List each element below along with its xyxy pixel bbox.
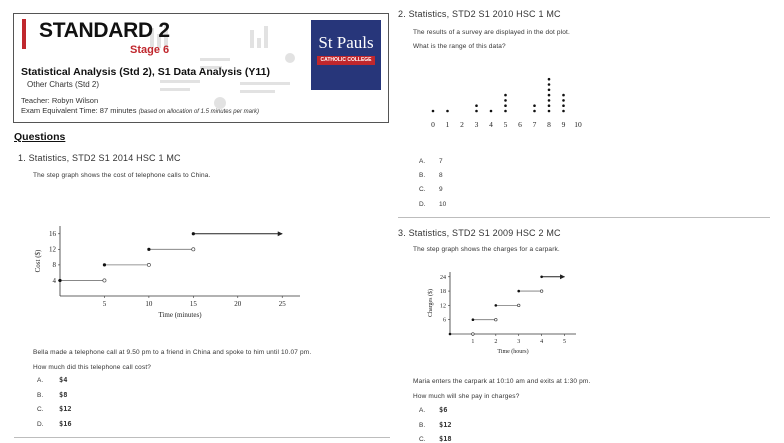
q3-option-a-value[interactable]: $6 [439,406,448,414]
dot [504,110,507,113]
x-tick-label: 2 [494,339,498,345]
dot-axis-label: 2 [460,120,464,129]
question-2-text: The results of a survey are displayed in the dot plot. [413,29,570,36]
q3-option-b-letter[interactable]: B. [419,422,426,429]
q3-option-c-value[interactable]: $18 [439,435,452,443]
page-title: STANDARD 2 [39,19,170,42]
q2-option-b-letter[interactable]: B. [419,172,426,179]
dot [504,104,507,107]
closed-point [472,318,475,321]
y-tick-label: 12 [49,245,56,254]
question-1-text-3: How much did this telephone call cost? [33,364,152,371]
y-tick-label: 16 [49,230,56,239]
x-tick-label: 1 [471,339,475,345]
closed-point [495,304,498,307]
dot [548,89,551,92]
closed-point [517,290,520,293]
question-3-title: 3. Statistics, STD2 S1 2009 HSC 2 MC [398,228,561,238]
q1-option-b-value[interactable]: $8 [59,391,68,399]
topic-label: Other Charts (Std 2) [27,80,100,89]
y-tick-label: 6 [443,317,446,324]
dot [562,94,565,97]
closed-point [103,263,106,266]
q1-option-a-value[interactable]: $4 [59,376,68,384]
title-accent-bar [22,19,26,49]
dot-axis-label: 3 [474,120,479,129]
closed-point [58,279,61,282]
x-tick-label: 10 [145,300,153,308]
dot [548,99,551,102]
chart-carpark-charges [420,266,580,362]
subject-title: Statistical Analysis (Std 2), S1 Data Analysis (Y11) [21,66,270,78]
divider-q2 [398,217,770,218]
dot [475,110,478,113]
dot-axis-label: 8 [547,120,551,129]
dot-axis-label: 4 [489,120,493,129]
y-tick-label: 18 [440,289,446,296]
dot [548,104,551,107]
y-tick-label: 12 [440,303,446,310]
q2-option-d-letter[interactable]: D. [419,201,426,208]
closed-point [449,333,452,336]
x-axis-label: Time (minutes) [158,311,202,319]
y-axis-label: Cost ($) [34,249,42,273]
q2-option-a-letter[interactable]: A. [419,158,426,165]
chart-telephone-cost [30,210,286,340]
y-axis-label: Charges ($) [428,288,434,318]
x-tick-label: 3 [517,339,521,345]
dot [490,110,493,113]
y-tick-label: 4 [52,276,56,285]
question-1-text-2: Bella made a telephone call at 9.50 pm to a friend in China and spoke to him until 10.07 pm. [33,349,312,356]
x-tick-label: 25 [278,300,286,308]
x-tick-label: 4 [540,339,544,345]
q2-option-c-value[interactable]: 9 [439,186,443,193]
open-point [540,290,543,293]
q2-option-d-value[interactable]: 10 [439,201,447,208]
logo-subtitle: CATHOLIC COLLEGE [320,57,372,63]
x-tick-label: 5 [563,339,567,345]
dot-axis-label: 10 [574,120,582,129]
q3-option-b-value[interactable]: $12 [439,421,452,429]
x-tick-label: 5 [102,300,107,308]
open-point [495,318,498,321]
question-1-title: 1. Statistics, STD2 S1 2014 HSC 1 MC [18,153,181,163]
dot [533,110,536,113]
closed-point [147,248,150,251]
dot [504,99,507,102]
dot-axis-label: 9 [561,120,566,129]
divider-q1 [14,437,390,438]
exam-time-text: Exam Equivalent Time: 87 minutes [21,106,137,115]
q1-option-b-letter[interactable]: B. [37,392,44,399]
q1-option-c-letter[interactable]: C. [37,406,44,413]
teacher-label: Teacher: Robyn Wilson [21,96,99,105]
dot-axis-label: 6 [518,120,522,129]
dot [562,99,565,102]
q1-option-a-letter[interactable]: A. [37,377,44,384]
dot [548,110,551,113]
x-axis-label: Time (hours) [497,349,529,355]
dot [548,78,551,81]
open-point [147,263,150,266]
q1-option-d-letter[interactable]: D. [37,421,44,428]
q2-option-c-letter[interactable]: C. [419,186,426,193]
questions-heading: Questions [14,131,66,143]
dot [475,104,478,107]
chart-dot-plot [420,68,600,134]
dot [504,94,507,97]
open-point [472,333,475,336]
exam-time-note: (based on allocation of 1.5 minutes per mark) [138,109,259,115]
q3-option-a-letter[interactable]: A. [419,407,426,414]
closed-point [540,275,543,278]
stage-label: Stage 6 [130,44,170,56]
exam-time-label [21,106,259,115]
question-1-text: The step graph shows the cost of telephone calls to China. [33,172,211,179]
dot-axis-label: 5 [503,120,508,129]
y-tick-label: 8 [52,261,56,270]
dot [548,83,551,86]
x-tick-label: 20 [234,300,242,308]
dot [533,104,536,107]
dot-axis-label: 0 [431,120,435,129]
dot [446,110,449,113]
dot-axis-label: 1 [445,120,450,129]
question-2-text-2: What is the range of this data? [413,43,506,50]
x-tick-label: 15 [189,300,197,308]
school-logo [311,20,381,90]
q1-option-d-value[interactable]: $16 [59,420,72,428]
open-point [103,279,106,282]
dot [562,104,565,107]
dot [548,94,551,97]
closed-point [192,232,195,235]
open-point [517,304,520,307]
q2-option-b-value[interactable]: 8 [439,172,443,179]
question-3-text: The step graph shows the charges for a carpark. [413,246,560,253]
q2-option-a-value[interactable]: 7 [439,158,443,165]
q1-option-c-value[interactable]: $12 [59,405,72,413]
question-3-text-3: How much will she pay in charges? [413,393,520,400]
dot-axis-label: 7 [532,120,537,129]
logo-name: St Pauls [318,33,374,52]
dot [432,110,435,113]
question-2-title: 2. Statistics, STD2 S1 2010 HSC 1 MC [398,9,561,19]
question-3-text-2: Maria enters the carpark at 10:10 am and exits at 1:30 pm. [413,378,591,385]
y-tick-label: 24 [440,274,446,281]
open-point [192,248,195,251]
q3-option-c-letter[interactable]: C. [419,436,426,443]
dot [562,110,565,113]
